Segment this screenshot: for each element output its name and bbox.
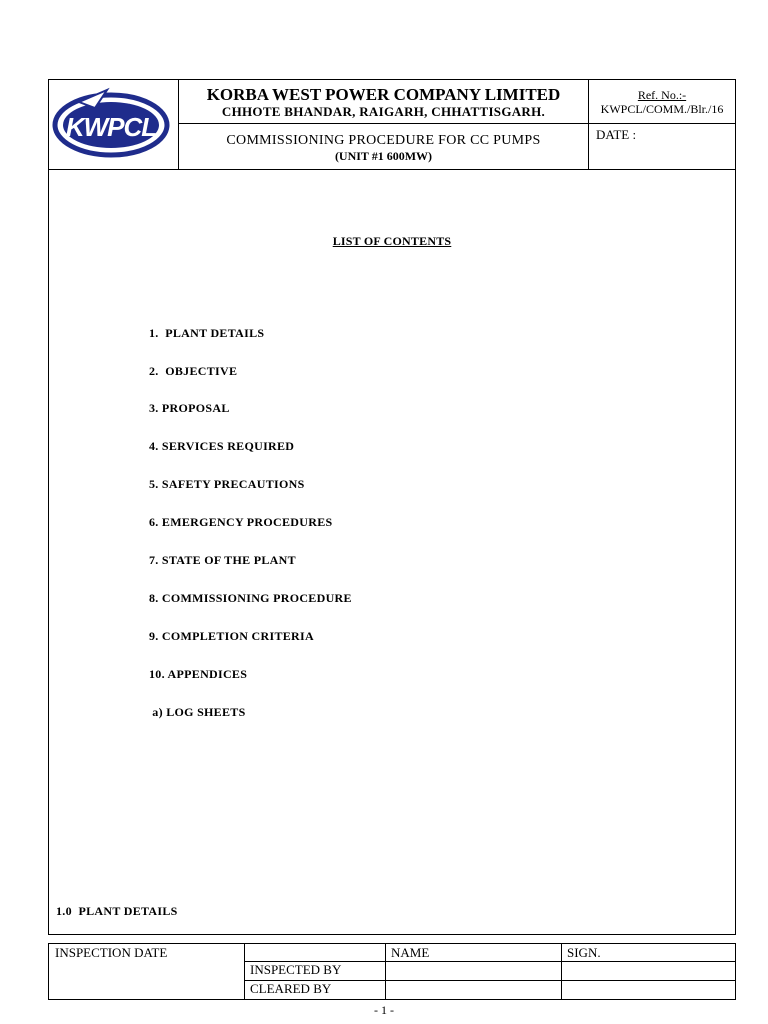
section-heading: 1.0 PLANT DETAILS xyxy=(56,904,178,918)
procedure-title-cell xyxy=(179,124,589,169)
toc-item: 1. PLANT DETAILS xyxy=(149,326,265,340)
toc-item: a) LOG SHEETS xyxy=(149,705,246,719)
toc-item: 9. COMPLETION CRITERIA xyxy=(149,629,314,643)
kwpcl-logo xyxy=(49,80,177,169)
date-cell xyxy=(589,124,735,169)
toc-item: 3. PROPOSAL xyxy=(149,401,230,415)
name-label: NAME xyxy=(391,945,430,960)
sign-label: SIGN. xyxy=(567,945,601,960)
cleared-by-label: CLEARED BY xyxy=(250,981,332,996)
document-body xyxy=(48,170,736,935)
ref-value: KWPCL/COMM./Blr./16 xyxy=(600,102,724,116)
logo-text: KWPCL xyxy=(65,112,157,142)
procedure-unit: (UNIT #1 600MW) xyxy=(334,149,433,163)
procedure-title: COMMISSIONING PROCEDURE FOR CC PUMPS xyxy=(226,133,541,148)
toc-heading: LIST OF CONTENTS xyxy=(332,234,452,248)
page-number: - 1 - xyxy=(374,1003,394,1017)
company-cell xyxy=(179,80,589,124)
date-label: DATE : xyxy=(596,127,637,142)
company-address: CHHOTE BHANDAR, RAIGARH, CHHATTISGARH. xyxy=(221,104,546,119)
toc-item: 8. COMMISSIONING PROCEDURE xyxy=(149,591,352,605)
toc-item: 10. APPENDICES xyxy=(149,667,248,681)
toc-item: 2. OBJECTIVE xyxy=(149,364,238,378)
inspection-table xyxy=(48,943,736,1000)
toc-item: 5. SAFETY PRECAUTIONS xyxy=(149,477,305,491)
ref-label: Ref. No.:- xyxy=(637,88,687,102)
inspection-date-label: INSPECTION DATE xyxy=(55,945,168,960)
document-header xyxy=(48,79,736,170)
toc-item: 6. EMERGENCY PROCEDURES xyxy=(149,515,333,529)
ref-cell xyxy=(589,80,735,124)
toc-item: 7. STATE OF THE PLANT xyxy=(149,553,296,567)
inspected-by-label: INSPECTED BY xyxy=(250,962,342,977)
logo-cell xyxy=(49,80,179,169)
company-name: KORBA WEST POWER COMPANY LIMITED xyxy=(206,85,561,104)
toc-item: 4. SERVICES REQUIRED xyxy=(149,439,295,453)
